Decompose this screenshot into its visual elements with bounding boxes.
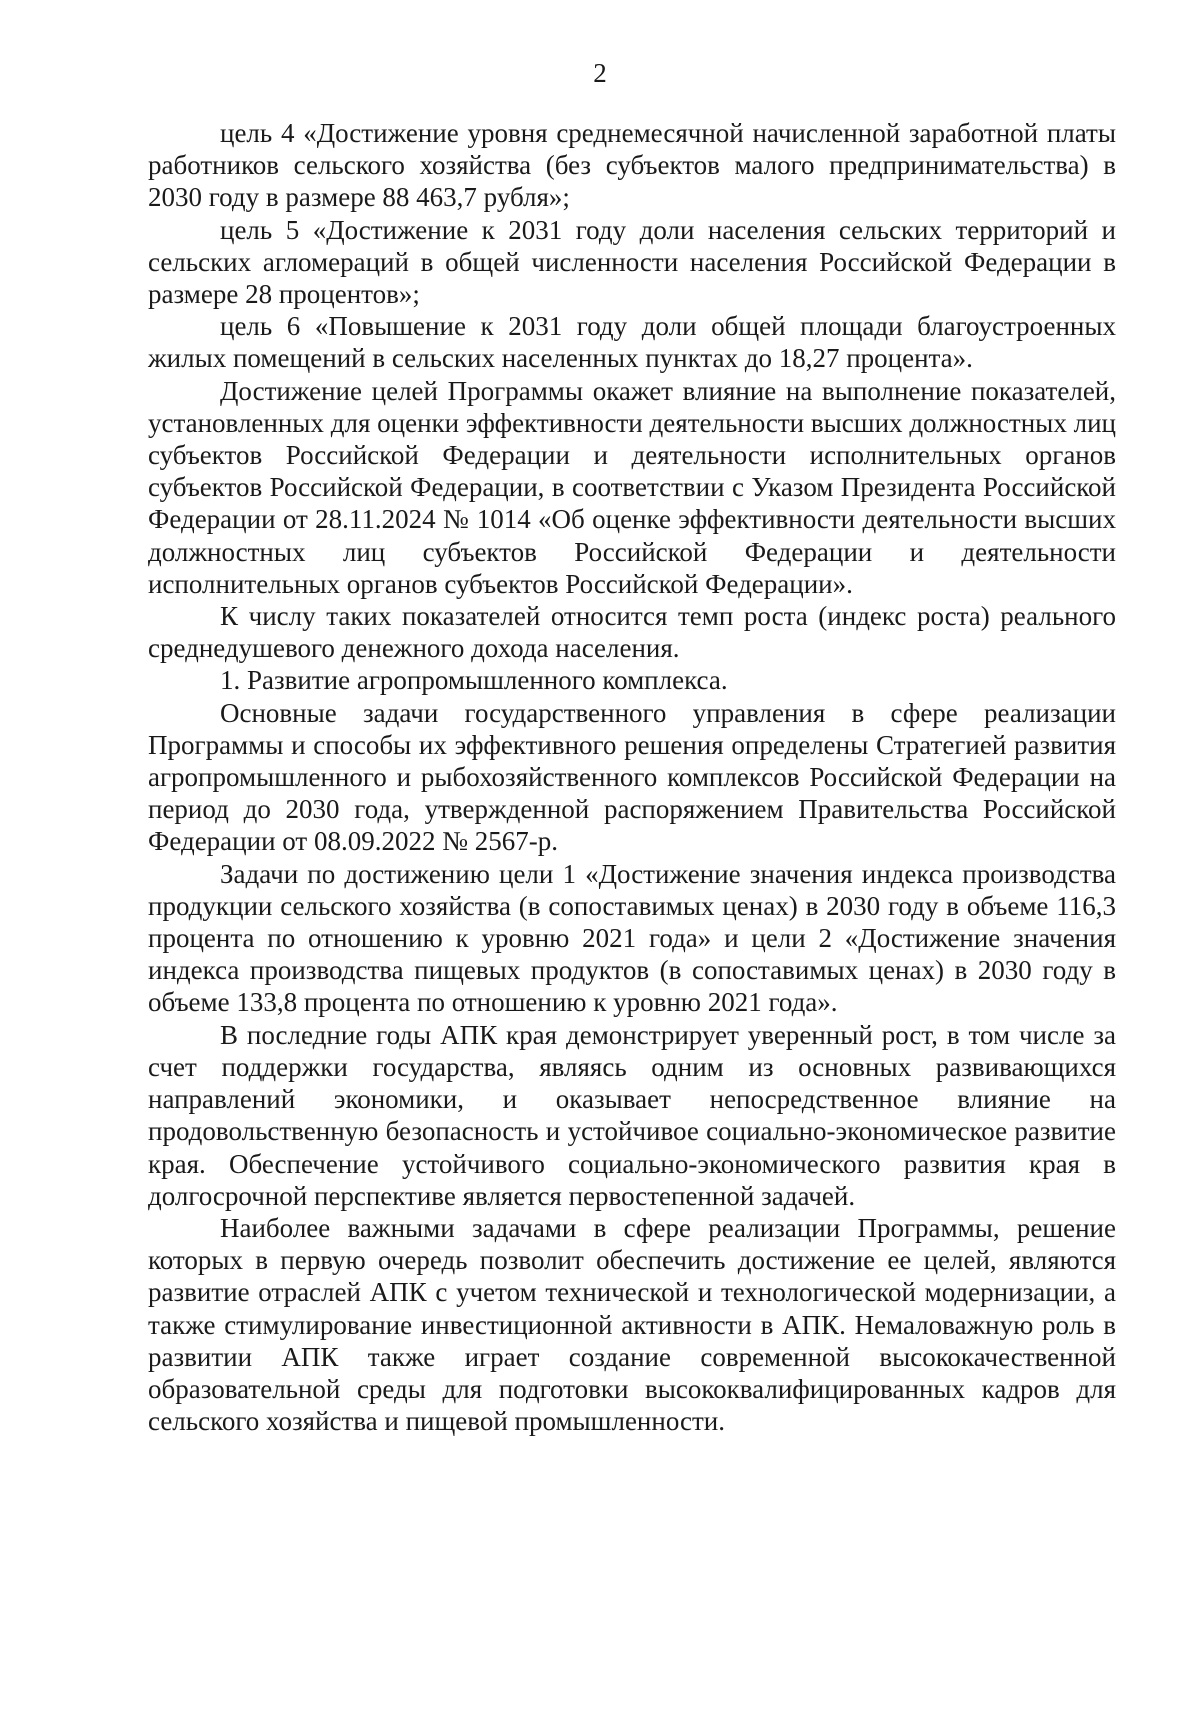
document-body xyxy=(148,117,1116,1437)
page-number: 2 xyxy=(593,58,607,88)
paragraph-goal-5: цель 5 «Достижение к 2031 году доли населения сельских территорий и сельских агломераций в общей численности населения Российской Федерации в размере 28 процентов»; xyxy=(148,214,1116,310)
paragraph-goal-6: цель 6 «Повышение к 2031 году доли общей площади благоустроенных жилых помещений в сельских населенных пунктах до 18,27 процента». xyxy=(148,311,1116,374)
paragraph-goal-1-2-tasks: Задачи по достижению цели 1 «Достижение значения индекса производства продукции сельского хозяйства (в сопоставимых ценах) в 2030 году в объеме 116,3 процента по отношению к уровню 2021 года» и цели 2 «Достижение значения индекса производства пищевых продуктов (в сопоставимых ценах) в 2030 году в объеме 133,8 процента по отношению к уровню 2021 года». xyxy=(148,858,1116,1018)
paragraph-main-tasks: Основные задачи государственного управления в сфере реализации Программы и способы их эффективного решения определены Стратегией развития агропромышленного и рыбохозяйственного комплексов Российской Федерации на период до 2030 года, утвержденной распоряжением Правительства Российской Федерации от 08.09.2022 № 2567-р. xyxy=(148,697,1116,857)
paragraph-priority-tasks: Наиболее важными задачами в сфере реализации Программы, решение которых в первую очередь позволит обеспечить достижение ее целей, являются развитие отраслей АПК с учетом технической и технологической модернизации, а также стимулирование инвестиционной активности в АПК. Немаловажную роль в развитии АПК также играет создание современной высококачественной образовательной среды для подготовки высококвалифицированных кадров для сельского хозяйства и пищевой промышленности. xyxy=(148,1212,1116,1437)
section-heading-agro-complex: 1. Развитие агропромышленного комплекса. xyxy=(220,665,728,696)
paragraph-goals-impact: Достижение целей Программы окажет влияние на выполнение показателей, установленных для оценки эффективности деятельности высших должностных лиц субъектов Российской Федерации и деятельности исполнительных органов субъектов Российской Федерации, в соответствии с Указом Президента Российской Федерации от 28.11.2024 № 1014 «Об оценке эффективности деятельности высших должностных лиц субъектов Российской Федерации и деятельности исполнительных органов субъектов Российской Федерации». xyxy=(148,375,1116,599)
paragraph-indicators: К числу таких показателей относится темп роста (индекс роста) реального среднедушевого денежного дохода населения. xyxy=(148,601,1116,664)
paragraph-apk-growth: В последние годы АПК края демонстрирует уверенный рост, в том числе за счет поддержки государства, являясь одним из основных развивающихся направлений экономики, и оказывает непосредственное влияние на продовольственную безопасность и устойчивое социально-экономическое развитие края. Обеспечение устойчивого социально-экономического развития края в долгосрочной перспективе является первостепенной задачей. xyxy=(148,1019,1116,1211)
paragraph-goal-4: цель 4 «Достижение уровня среднемесячной начисленной заработной платы работников сельского хозяйства (без субъектов малого предпринимательства) в 2030 году в размере 88 463,7 рубля»; xyxy=(148,118,1116,213)
